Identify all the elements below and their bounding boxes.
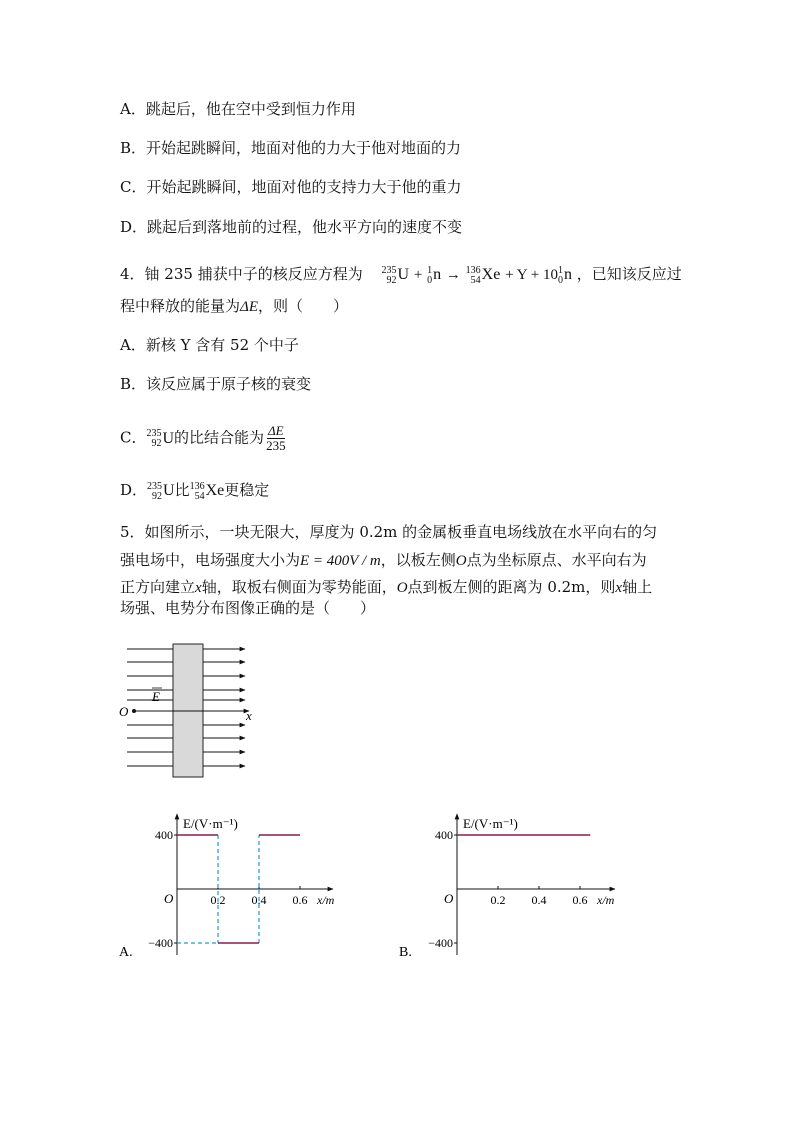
q5-line3-d: 轴上	[622, 578, 653, 596]
graph-b-origin: O	[444, 891, 454, 906]
u-symbol-d: U	[163, 482, 175, 499]
plus-sign: +	[413, 267, 423, 283]
xe-symbol: Xe	[481, 266, 501, 283]
q4-option-d	[120, 480, 269, 502]
q5-line1: 5．如图所示，一块无限大，厚度为 0.2m 的金属板垂直电场线放在水平向右的匀	[120, 523, 658, 541]
graph-a	[115, 808, 350, 963]
origin-dot	[132, 709, 136, 713]
field-equation: E = 400V / m	[300, 553, 381, 569]
nuclide-u235-c	[146, 429, 174, 450]
n-mass: 1	[427, 264, 433, 276]
q4-line2-text: 程中释放的能量为	[120, 297, 241, 315]
option-c-text: 的比结合能为	[174, 428, 265, 447]
q4-option-c	[120, 424, 286, 453]
xe-symbol-d: Xe	[205, 482, 225, 499]
q5-line3-b: 轴，取板右侧面为零势能面，	[201, 578, 397, 596]
graph-a-ytick-label-1: −400	[148, 936, 173, 950]
option-d-bi: 比	[174, 481, 190, 499]
u-symbol: U	[397, 266, 410, 283]
q3-option-a: A．跳起后，他在空中受到恒力作用	[120, 100, 356, 118]
u-symbol-c: U	[162, 429, 175, 447]
graph-a-xtick-label-1: 0.4	[251, 893, 267, 907]
x-var-2: x	[615, 580, 623, 596]
q4-equation	[381, 264, 577, 286]
nuclide-u235-d	[147, 481, 175, 502]
fraction-denominator: 235	[266, 438, 286, 453]
option-d-prefix: D．	[120, 481, 148, 499]
graph-b-xlabel: x/m	[597, 893, 615, 907]
field-e-label: E	[152, 689, 160, 704]
q5-line3-a: 正方向建立	[120, 578, 196, 596]
nuclide-neutron-2	[558, 265, 572, 286]
n2-charge: 0	[557, 274, 563, 286]
graph-b	[395, 808, 630, 963]
fraction-numerator: ΔE	[268, 423, 284, 438]
q5-line2-b: ，以板左侧	[380, 551, 456, 569]
u-charge-d: 92	[152, 490, 163, 502]
graph-b-option-label: B.	[399, 945, 412, 960]
nuclide-xe136-d	[190, 481, 225, 502]
u-mass-d: 235	[147, 480, 163, 492]
fraction	[266, 424, 286, 453]
graph-a-ylabel: E/(V·m⁻¹)	[183, 816, 238, 831]
option-c-prefix: C．	[120, 428, 147, 447]
graph-b-ytick-label-1: −400	[428, 936, 453, 950]
n2-symbol: n	[563, 266, 572, 283]
x-var: x	[195, 580, 202, 596]
q5-line2-a: 强电场中，电场强度大小为	[120, 551, 301, 569]
nuclide-u235	[382, 265, 410, 286]
xe-charge-d: 54	[194, 490, 205, 502]
n2-mass: 1	[557, 264, 563, 276]
q4-stem-prefix: 4．铀 235 捕获中子的核反应方程为	[120, 265, 363, 283]
xe-charge: 54	[470, 274, 481, 286]
origin-o-2: O	[396, 580, 408, 596]
nuclide-xe136	[466, 265, 501, 286]
graph-a-xtick-label-2: 0.6	[292, 893, 308, 907]
q3-option-b: B．开始起跳瞬间，地面对他的力大于他对地面的力	[120, 139, 462, 157]
q4-stem-line2	[120, 296, 348, 317]
q4-stem-suffix: ，已知该反应过	[576, 265, 682, 283]
arrow: →	[445, 267, 461, 283]
y-term: + Y + 10	[505, 267, 558, 283]
q5-line4: 场强、电势分布图像正确的是（ ）	[120, 599, 376, 617]
u-mass-c: 235	[146, 428, 162, 440]
graph-b-ylabel: E/(V·m⁻¹)	[463, 816, 518, 831]
q4-option-b: B．该反应属于原子核的衰变	[120, 375, 312, 393]
field-plate-figure	[115, 640, 265, 782]
origin-o: O	[455, 553, 467, 569]
q5-line2-c: 点为坐标原点、水平向右为	[466, 551, 647, 569]
q3-option-d: D．跳起后到落地前的过程，他水平方向的速度不变	[120, 218, 463, 236]
u-charge-c: 92	[151, 438, 162, 450]
q3-option-c: C．开始起跳瞬间，地面对他的支持力大于他的重力	[120, 178, 462, 196]
graph-b-xtick-label-2: 0.6	[572, 893, 588, 907]
q5-line3-c: 点到板左侧的距离为 0.2m，则	[407, 578, 616, 596]
xe-mass: 136	[465, 264, 481, 276]
graph-a-xtick-label-0: 0.2	[210, 893, 226, 907]
q5-line2	[120, 550, 647, 571]
delta-e: ΔE	[240, 299, 258, 315]
q5-line3	[120, 577, 652, 598]
graph-a-option-label: A.	[119, 945, 133, 960]
q4-line2-tail: ，则（ ）	[257, 297, 348, 315]
x-axis-label: x	[246, 708, 252, 723]
origin-label: O	[119, 704, 129, 719]
xe-mass-d: 136	[189, 480, 205, 492]
graph-a-ytick-label-0: 400	[155, 828, 173, 842]
q4-option-a: A．新核 Y 含有 52 个中子	[120, 336, 299, 354]
n-charge: 0	[427, 274, 433, 286]
graph-a-origin: O	[164, 891, 174, 906]
graph-a-xlabel: x/m	[317, 893, 335, 907]
graph-b-ytick-label-0: 400	[435, 828, 453, 842]
option-d-tail: 更稳定	[224, 481, 270, 499]
nuclide-neutron	[427, 265, 441, 286]
graph-b-xtick-label-0: 0.2	[490, 893, 506, 907]
u-mass: 235	[381, 264, 397, 276]
q4-stem-line1	[120, 264, 682, 286]
n-symbol: n	[433, 266, 442, 283]
graph-b-xtick-label-1: 0.4	[531, 893, 547, 907]
u-charge: 92	[386, 274, 397, 286]
